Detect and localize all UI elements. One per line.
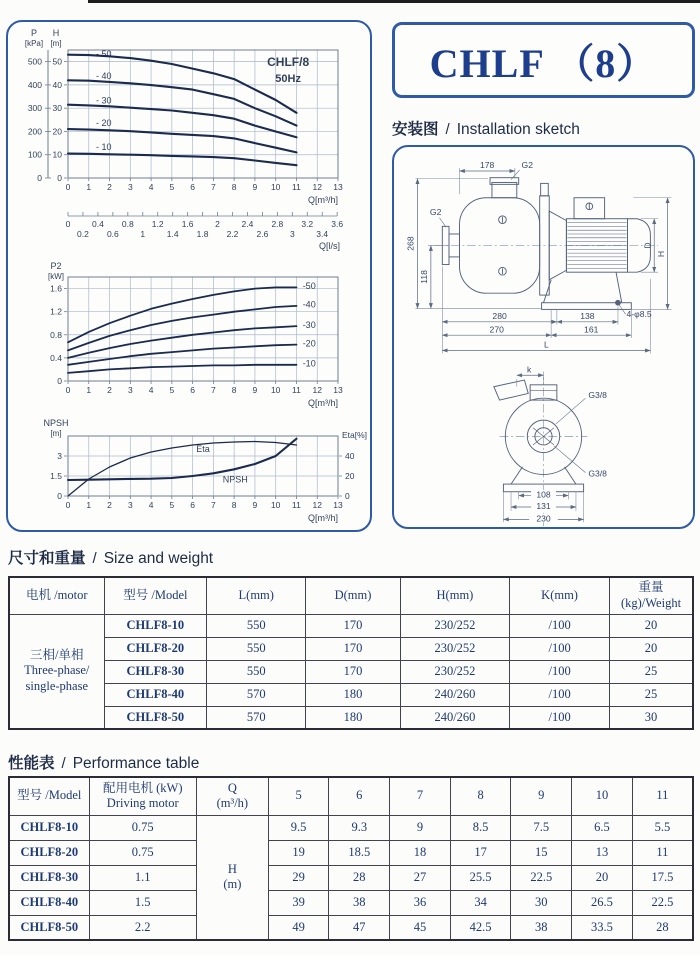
table-cell: 180: [306, 706, 400, 729]
svg-text:12: 12: [312, 182, 322, 192]
svg-text:0: 0: [57, 491, 62, 501]
table-row: [9, 865, 693, 890]
heading-zh: 尺寸和重量: [8, 550, 86, 567]
svg-text:0: 0: [65, 182, 71, 192]
table-cell: L(mm): [207, 577, 306, 614]
svg-text:20: 20: [52, 126, 62, 137]
table-cell: 33.5: [572, 915, 633, 940]
svg-text:Q[m³/h]: Q[m³/h]: [307, 513, 338, 523]
table-cell: 19: [268, 840, 329, 865]
svg-text:6: 6: [190, 500, 195, 510]
table-cell: 36: [390, 890, 451, 915]
table-cell: 11: [632, 840, 693, 865]
table-cell: 电机 /motor: [9, 577, 104, 614]
svg-text:-20: -20: [302, 338, 316, 349]
dim-138: 138: [580, 310, 595, 321]
table-row: [9, 614, 693, 637]
model-cell: CHLF8-50: [104, 706, 207, 729]
svg-text:P2: P2: [50, 261, 62, 271]
table-cell: 8.5: [450, 815, 511, 840]
series-curves: [68, 287, 297, 373]
svg-text:3.2: 3.2: [301, 219, 314, 229]
table-cell: 9: [390, 815, 451, 840]
svg-text:8: 8: [231, 182, 237, 192]
table-cell: 230/252: [400, 637, 509, 660]
table-cell: 38: [329, 890, 390, 915]
port-g38-bottom: G3/8: [588, 468, 607, 479]
svg-text:- 10: - 10: [96, 142, 112, 153]
table-cell: 型号 /Model: [104, 577, 207, 614]
dim-131: 131: [536, 500, 551, 511]
table-cell: 15: [511, 840, 572, 865]
table-cell: 550: [207, 614, 306, 637]
table-cell: 240/260: [400, 706, 509, 729]
head-flow-chart: [10, 26, 370, 254]
svg-text:0.2: 0.2: [77, 229, 89, 239]
curve--30: [68, 326, 297, 358]
svg-text:7: 7: [211, 385, 216, 395]
heading-en: Size and weight: [103, 550, 214, 567]
svg-text:1.6: 1.6: [50, 283, 62, 294]
table-cell: 10: [572, 777, 633, 815]
svg-text:2: 2: [107, 500, 112, 510]
table-row: [9, 706, 693, 729]
svg-text:-50: -50: [302, 281, 316, 292]
table-cell: H(mm): [400, 577, 509, 614]
svg-text:3: 3: [289, 229, 295, 239]
table-cell: 230/252: [400, 660, 509, 683]
table-cell: 9.5: [268, 815, 329, 840]
svg-text:10: 10: [270, 182, 281, 192]
table-row: [9, 915, 693, 940]
table-cell: 45: [390, 915, 451, 940]
svg-text:4: 4: [148, 182, 154, 192]
svg-text:50Hz: 50Hz: [275, 73, 301, 85]
table-cell: 22.5: [632, 890, 693, 915]
side-view: [435, 178, 658, 310]
right-column: [392, 22, 695, 529]
table-cell: 8: [450, 777, 511, 815]
svg-text:20: 20: [345, 471, 355, 481]
npsh-eta-chart: [10, 416, 370, 546]
svg-text:CHLF/8: CHLF/8: [267, 55, 310, 69]
table-cell: 25: [610, 683, 693, 706]
table-cell: /100: [510, 660, 610, 683]
svg-text:0.4: 0.4: [50, 352, 62, 363]
svg-text:5: 5: [169, 500, 175, 510]
table-cell: 配用电机 (kW) Driving motor: [89, 777, 196, 815]
svg-text:8: 8: [231, 385, 237, 395]
table-cell: 型号 /Model: [9, 777, 89, 815]
power-chart: [10, 259, 370, 411]
svg-text:3: 3: [127, 500, 133, 510]
svg-text:400: 400: [27, 79, 42, 90]
plot-area: [43, 418, 367, 523]
heading-separator: /: [61, 755, 66, 772]
svg-text:2.8: 2.8: [271, 219, 284, 229]
dim-d: D: [642, 242, 653, 249]
table-cell: 29: [268, 865, 329, 890]
scan-edge-artifact: [88, 0, 700, 3]
table-cell: 18: [390, 840, 451, 865]
table-cell: 1.1: [89, 865, 196, 890]
table-row: [9, 777, 693, 815]
dim-270: 270: [489, 324, 504, 335]
dim-268: 268: [405, 236, 416, 251]
svg-text:0: 0: [57, 376, 62, 386]
table-cell: 5.5: [632, 815, 693, 840]
table-cell: D(mm): [306, 577, 400, 614]
dim-108: 108: [536, 489, 551, 500]
svg-text:2: 2: [107, 182, 112, 192]
svg-text:40: 40: [345, 451, 355, 461]
svg-text:300: 300: [27, 103, 42, 114]
svg-text:0: 0: [345, 491, 350, 501]
curve--50: [68, 287, 297, 342]
dim-178: 178: [480, 160, 495, 171]
model-cell: CHLF8-20: [9, 840, 89, 865]
svg-text:0.8: 0.8: [50, 329, 62, 340]
table-cell: K(mm): [510, 577, 610, 614]
table-cell: 230/252: [400, 614, 509, 637]
svg-text:40: 40: [52, 79, 62, 90]
svg-text:3.4: 3.4: [316, 229, 329, 239]
dim-280: 280: [492, 310, 507, 321]
table-cell: 11: [632, 777, 693, 815]
dim-161: 161: [584, 324, 599, 335]
svg-text:[m]: [m]: [50, 429, 62, 438]
svg-text:- 50: - 50: [96, 48, 112, 59]
table-cell: 5: [268, 777, 329, 815]
heading-separator: /: [445, 121, 450, 138]
svg-text:1.5: 1.5: [50, 471, 62, 481]
heading-en: Installation sketch: [456, 121, 580, 138]
dim-l: L: [543, 339, 549, 350]
svg-text:0: 0: [57, 173, 62, 183]
table-row: [9, 840, 693, 865]
svg-text:NPSH: NPSH: [43, 418, 69, 428]
table-cell: 34: [450, 890, 511, 915]
table-cell: /100: [510, 683, 610, 706]
svg-text:11: 11: [292, 182, 301, 192]
dim-k: k: [527, 364, 532, 375]
svg-text:3: 3: [127, 182, 133, 192]
heading-separator: /: [92, 550, 97, 567]
svg-text:1: 1: [86, 182, 92, 192]
table-cell: 49: [268, 915, 329, 940]
table-cell: 17: [450, 840, 511, 865]
table-cell: 20: [572, 865, 633, 890]
table-cell: 17.5: [632, 865, 693, 890]
curve--10: [68, 365, 297, 373]
svg-text:1: 1: [86, 500, 92, 510]
svg-text:Q[m³/h]: Q[m³/h]: [307, 195, 338, 205]
svg-text:1.8: 1.8: [196, 229, 209, 239]
svg-text:13: 13: [333, 385, 343, 395]
installation-sketch: [404, 150, 683, 528]
port-g38-top: G3/8: [588, 390, 607, 401]
svg-text:11: 11: [292, 500, 301, 510]
table-cell: 25: [610, 660, 693, 683]
svg-text:-30: -30: [302, 319, 316, 330]
table-cell: 2.2: [89, 915, 196, 940]
svg-text:[kW]: [kW]: [48, 272, 64, 281]
curve-Eta: [68, 442, 297, 497]
axis-ticks: [64, 456, 342, 499]
table-cell: 0.75: [89, 815, 196, 840]
table-cell: 7: [390, 777, 451, 815]
model-title-box: [392, 22, 695, 98]
svg-text:1.2: 1.2: [50, 306, 62, 317]
svg-text:NPSH: NPSH: [222, 474, 248, 485]
svg-text:2.6: 2.6: [256, 229, 269, 239]
heading-zh: 性能表: [8, 755, 55, 772]
svg-text:9: 9: [252, 385, 258, 395]
svg-text:3.6: 3.6: [331, 219, 344, 229]
table-cell: 9.3: [329, 815, 390, 840]
svg-text:100: 100: [27, 149, 42, 160]
plot-area: [48, 261, 343, 408]
svg-text:1: 1: [86, 385, 92, 395]
svg-text:P: P: [30, 28, 38, 38]
svg-text:8: 8: [231, 500, 237, 510]
plot-area: [25, 28, 343, 251]
svg-text:4: 4: [148, 385, 154, 395]
side-view-dimensions: [418, 171, 668, 350]
svg-text:Eta[%]: Eta[%]: [342, 430, 368, 440]
svg-text:6: 6: [190, 385, 195, 395]
table-cell: 28: [632, 915, 693, 940]
port-g2-top: G2: [521, 160, 533, 171]
svg-text:1.6: 1.6: [181, 219, 194, 229]
table-cell: 重量(kg)/Weight: [610, 577, 693, 614]
table-cell: 20: [610, 637, 693, 660]
svg-text:0: 0: [65, 500, 71, 510]
svg-text:[kPa]: [kPa]: [24, 39, 44, 48]
table-row: [9, 660, 693, 683]
table-cell: 30: [610, 706, 693, 729]
table-cell: 39: [268, 890, 329, 915]
table-cell: 170: [306, 614, 400, 637]
svg-text:0: 0: [37, 173, 42, 183]
model-cell: CHLF8-10: [104, 614, 207, 637]
page-title: CHLF （8）: [429, 40, 658, 86]
series-curves: [68, 439, 297, 496]
dim-230: 230: [536, 513, 551, 524]
heading-zh: 安装图: [392, 121, 439, 138]
table-cell: /100: [510, 637, 610, 660]
table-cell: 6: [329, 777, 390, 815]
table-cell: /100: [510, 706, 610, 729]
svg-text:9: 9: [252, 182, 258, 192]
table-row: [9, 683, 693, 706]
svg-text:10: 10: [52, 149, 62, 160]
curve-NPSH: [68, 439, 297, 480]
svg-text:10: 10: [270, 500, 281, 510]
table-cell: 25.5: [450, 865, 511, 890]
table-cell: 550: [207, 637, 306, 660]
table-cell: 22.5: [511, 865, 572, 890]
svg-text:12: 12: [312, 385, 322, 395]
svg-text:Q[m³/h]: Q[m³/h]: [307, 398, 338, 408]
table-cell: 13: [572, 840, 633, 865]
table-cell: Q (m³/h): [196, 777, 268, 815]
svg-text:-40: -40: [302, 299, 316, 310]
table-cell: 240/260: [400, 683, 509, 706]
table-cell: 38: [511, 915, 572, 940]
svg-text:- 30: - 30: [96, 95, 112, 106]
svg-text:0.6: 0.6: [106, 229, 119, 239]
installation-heading: [392, 117, 695, 139]
svg-text:Eta: Eta: [196, 444, 210, 454]
performance-heading: [8, 751, 199, 773]
svg-text:3: 3: [57, 451, 62, 461]
table-row: [9, 815, 693, 840]
svg-text:0.8: 0.8: [121, 219, 134, 229]
svg-text:-10: -10: [302, 358, 316, 369]
svg-text:13: 13: [333, 500, 343, 510]
table-cell: 6.5: [572, 815, 633, 840]
model-cell: CHLF8-30: [9, 865, 89, 890]
svg-text:200: 200: [27, 126, 42, 137]
svg-text:H: H: [52, 28, 60, 38]
svg-text:1.4: 1.4: [166, 229, 179, 239]
svg-text:30: 30: [52, 103, 62, 114]
table-cell: 170: [306, 637, 400, 660]
table-cell: 20: [610, 614, 693, 637]
table-cell: 9: [511, 777, 572, 815]
table-cell: H (m): [196, 815, 268, 940]
svg-text:7: 7: [211, 500, 216, 510]
size-heading: [8, 546, 213, 568]
svg-text:12: 12: [312, 500, 322, 510]
table-cell: 170: [306, 660, 400, 683]
table-row: [9, 637, 693, 660]
table-cell: 570: [207, 683, 306, 706]
svg-text:1: 1: [140, 229, 146, 239]
table-cell: 1.5: [89, 890, 196, 915]
heading-en: Performance table: [72, 755, 200, 772]
svg-text:1.2: 1.2: [151, 219, 164, 229]
svg-text:0: 0: [65, 219, 71, 229]
table-cell: /100: [510, 614, 610, 637]
mounting-holes-label: 4-φ8.5: [626, 309, 652, 320]
table-row: [9, 890, 693, 915]
dim-118: 118: [419, 270, 430, 284]
table-row: [9, 577, 693, 614]
model-cell: CHLF8-50: [9, 915, 89, 940]
port-g2-left: G2: [429, 206, 442, 217]
svg-text:6: 6: [190, 182, 195, 192]
model-cell: CHLF8-20: [104, 637, 207, 660]
performance-curves-panel: [6, 20, 372, 532]
table-cell: 7.5: [511, 815, 572, 840]
dim-h: H: [655, 250, 666, 258]
svg-text:Q[l/s]: Q[l/s]: [318, 241, 340, 251]
table-cell: 26.5: [572, 890, 633, 915]
svg-text:2.4: 2.4: [241, 219, 254, 229]
axis-labels: [43, 418, 367, 523]
svg-text:- 20: - 20: [96, 118, 112, 129]
svg-text:2.2: 2.2: [226, 229, 239, 239]
svg-text:5: 5: [169, 182, 175, 192]
table-cell: 180: [306, 683, 400, 706]
performance-table: [8, 776, 694, 941]
svg-text:13: 13: [333, 182, 343, 192]
model-cell: CHLF8-10: [9, 815, 89, 840]
svg-text:3: 3: [127, 385, 133, 395]
size-weight-table: [8, 576, 694, 730]
svg-text:500: 500: [27, 56, 42, 67]
svg-text:11: 11: [292, 385, 301, 395]
svg-text:4: 4: [148, 500, 154, 510]
table-cell: 550: [207, 660, 306, 683]
svg-text:9: 9: [252, 500, 258, 510]
svg-text:0.4: 0.4: [91, 219, 104, 229]
table-cell: 30: [511, 890, 572, 915]
table-cell: 570: [207, 706, 306, 729]
svg-text:10: 10: [270, 385, 281, 395]
svg-text:50: 50: [52, 56, 62, 67]
model-cell: CHLF8-30: [104, 660, 207, 683]
svg-text:5: 5: [169, 385, 175, 395]
table-cell: 三相/单相 Three-phase/ single-phase: [9, 614, 104, 729]
svg-text:- 40: - 40: [96, 71, 112, 82]
model-cell: CHLF8-40: [104, 683, 207, 706]
table-cell: 0.75: [89, 840, 196, 865]
svg-text:2: 2: [107, 385, 112, 395]
table-cell: 27: [390, 865, 451, 890]
svg-text:2: 2: [215, 219, 220, 229]
side-view-labels: [406, 160, 666, 349]
table-cell: 42.5: [450, 915, 511, 940]
table-cell: 18.5: [329, 840, 390, 865]
installation-sketch-panel: [392, 145, 695, 529]
model-cell: CHLF8-40: [9, 890, 89, 915]
svg-text:7: 7: [211, 182, 216, 192]
svg-text:0: 0: [65, 385, 71, 395]
table-cell: 28: [329, 865, 390, 890]
svg-text:[m]: [m]: [50, 39, 62, 48]
table-cell: 47: [329, 915, 390, 940]
curve--20: [68, 345, 297, 365]
curve--10: [68, 154, 297, 166]
